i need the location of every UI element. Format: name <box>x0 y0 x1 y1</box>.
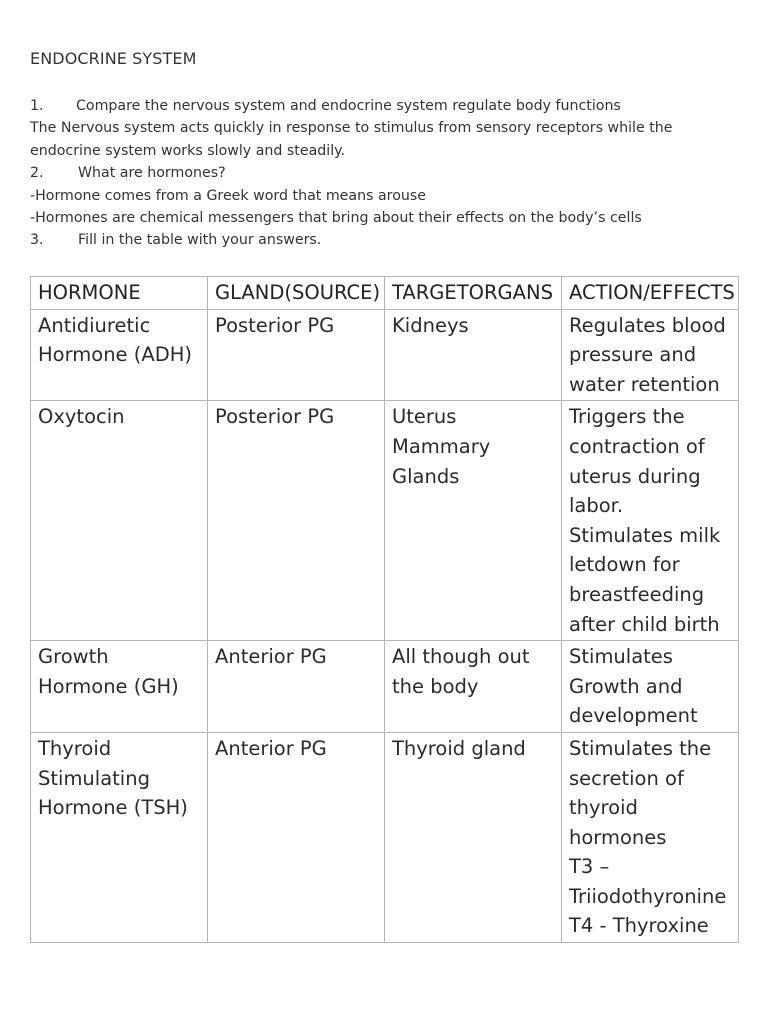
answer-1-line-2: endocrine system works slowly and steadily. <box>30 142 346 159</box>
cell-line: thyroid <box>569 796 638 820</box>
cell-line: contraction of <box>569 434 705 458</box>
cell-action <box>562 641 739 733</box>
header-target-organs <box>385 277 562 310</box>
question-text: What are hormones? <box>78 165 226 182</box>
cell-line: Growth <box>38 645 109 669</box>
question-text: Compare the nervous system and endocrine system regulate body functions <box>76 98 621 114</box>
cell-line: letdown for <box>569 553 680 577</box>
hormone-table <box>30 276 739 943</box>
table-body <box>31 309 739 942</box>
header-action-effects <box>562 277 739 310</box>
cell-line: ACTION/ <box>569 281 650 304</box>
question-1 <box>30 95 745 117</box>
cell-line: hormones <box>569 825 667 849</box>
cell-action <box>562 401 739 641</box>
cell-line: Regulates blood <box>569 313 726 337</box>
cell-line: EFFECTS <box>649 281 735 304</box>
cell-line: Posterior PG <box>215 405 335 429</box>
cell-line: (SOURCE) <box>284 281 381 304</box>
cell-line: labor. <box>569 494 624 518</box>
cell-line: the body <box>392 674 479 698</box>
cell-line: uterus during <box>569 464 701 488</box>
cell-line: Triggers the <box>569 405 685 429</box>
cell-line: Uterus <box>392 405 457 429</box>
answer-1-line-1: The Nervous system acts quickly in response to stimulus from sensory receptors while the <box>30 120 673 137</box>
cell-target-organs <box>385 309 562 401</box>
cell-line: All though out <box>392 645 530 669</box>
cell-line: T4 - Thyroxine <box>569 914 709 938</box>
cell-line: Stimulating <box>38 766 150 790</box>
cell-line: Mammary <box>392 434 491 458</box>
cell-line: Triiodothyronine <box>569 884 727 908</box>
cell-line: Antidiuretic <box>38 313 151 337</box>
cell-action <box>562 732 739 942</box>
cell-line: breastfeeding <box>569 582 705 606</box>
cell-line: Glands <box>392 464 460 488</box>
cell-line: Anterior PG <box>215 736 327 760</box>
cell-line: water retention <box>569 372 720 396</box>
cell-line: HORMONE <box>38 281 141 304</box>
cell-line: Hormone (GH) <box>38 674 179 698</box>
cell-gland <box>208 732 385 942</box>
cell-line: secretion of <box>569 766 684 790</box>
cell-target-organs <box>385 732 562 942</box>
cell-action <box>562 309 739 401</box>
cell-hormone <box>31 641 208 733</box>
cell-line: pressure and <box>569 343 697 367</box>
answer-2-line-1: -Hormone comes from a Greek word that means arouse <box>30 187 426 204</box>
question-2 <box>30 162 745 184</box>
cell-line: GLAND <box>215 281 285 304</box>
cell-line: Hormone (TSH) <box>38 796 188 820</box>
cell-line: Stimulates the <box>569 736 712 760</box>
question-number: 1. <box>30 98 44 114</box>
cell-line: Thyroid gland <box>392 736 526 760</box>
question-number: 2. <box>30 165 44 182</box>
header-hormone <box>31 277 208 310</box>
question-list <box>30 95 745 252</box>
cell-line: TARGET <box>392 281 469 304</box>
table-header-row <box>31 277 739 310</box>
cell-gland <box>208 641 385 733</box>
table-row <box>31 732 739 942</box>
question-text: Fill in the table with your answers. <box>78 232 322 249</box>
cell-line: Anterior PG <box>215 645 327 669</box>
question-3 <box>30 229 745 251</box>
cell-line: after child birth <box>569 612 720 636</box>
cell-line: Thyroid <box>38 736 112 760</box>
cell-line: T3 – <box>569 855 610 879</box>
cell-line: ORGANS <box>468 281 553 304</box>
cell-line: Posterior PG <box>215 313 335 337</box>
question-number: 3. <box>30 232 44 249</box>
table-row <box>31 401 739 641</box>
table-row <box>31 309 739 401</box>
cell-gland <box>208 309 385 401</box>
cell-line: Stimulates <box>569 645 673 669</box>
cell-hormone <box>31 401 208 641</box>
cell-gland <box>208 401 385 641</box>
cell-target-organs <box>385 641 562 733</box>
cell-hormone <box>31 732 208 942</box>
cell-line: development <box>569 704 698 728</box>
answer-2-line-2: -Hormones are chemical messengers that bring about their effects on the body’s cells <box>30 210 642 227</box>
cell-hormone <box>31 309 208 401</box>
header-gland <box>208 277 385 310</box>
cell-line: Hormone (ADH) <box>38 343 192 367</box>
cell-line: Stimulates milk <box>569 523 721 547</box>
cell-line: Oxytocin <box>38 405 125 429</box>
cell-target-organs <box>385 401 562 641</box>
cell-line: Growth and <box>569 674 683 698</box>
page-title: ENDOCRINE SYSTEM <box>30 49 197 68</box>
cell-line: Kidneys <box>392 313 469 337</box>
table-row <box>31 641 739 733</box>
